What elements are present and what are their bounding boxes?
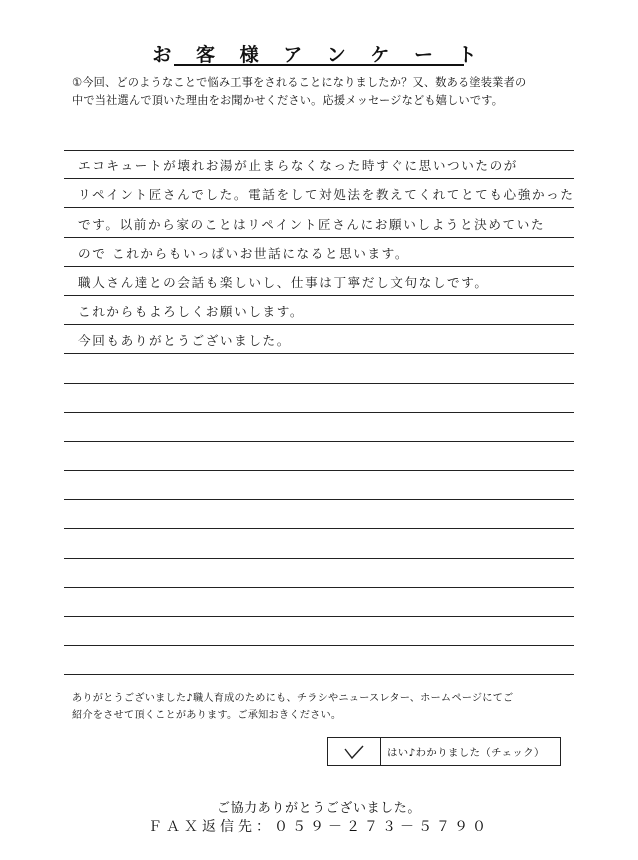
answer-line (64, 559, 574, 588)
answer-line (64, 208, 574, 237)
question-text (72, 74, 572, 110)
page-title: お 客 様 ア ン ケ ー ト (152, 44, 486, 66)
answer-line (64, 179, 574, 208)
answer-line (64, 413, 574, 442)
answer-line (64, 588, 574, 617)
handwritten-text: これからもよろしくお願いします。 (78, 304, 305, 320)
handwritten-text: です。以前から家のことはリペイント匠さんにお願いしようと決めていた (78, 216, 546, 232)
consent-note-line-1: ありがとうございました♪職人育成のためにも、チラシやニュースレター、ホームページにてご (72, 693, 514, 704)
answer-line (64, 384, 574, 413)
answer-line (64, 325, 574, 354)
answer-line (64, 617, 574, 646)
thanks-text: ご協力ありがとうございました。 (216, 801, 421, 816)
handwritten-text: 職人さん達との会話も楽しいし、仕事は丁寧だし文句なしです。 (78, 274, 489, 290)
title-underline (174, 64, 464, 66)
answer-line (64, 238, 574, 267)
handwritten-text: リペイント匠さんでした。電話をして対処法を教えてくれてとても心強かった (78, 187, 575, 203)
answer-line (64, 150, 574, 179)
consent-note-line-2: 紹介をさせて頂くことがあります。ご承知おきください。 (72, 710, 342, 721)
answer-line (64, 296, 574, 325)
answer-line (64, 646, 574, 675)
check-mark-icon (343, 744, 365, 760)
question-line-2: 中で当社選んで頂いた理由をお聞かせください。応援メッセージなども嬉しいです。 (72, 94, 504, 107)
answer-line (64, 529, 574, 558)
answer-line (64, 267, 574, 296)
question-line-1: ①今回、どのようなことで悩み工事をされることになりましたか？又、数ある塗装業者の (72, 76, 527, 89)
answer-line (64, 442, 574, 471)
answer-line (64, 500, 574, 529)
handwritten-text: エコキュートが壊れお湯が止まらなくなった時すぐに思いついたのが (78, 158, 519, 174)
handwritten-text: 今回もありがとうございました。 (78, 333, 291, 349)
answer-line (64, 471, 574, 500)
answer-line (64, 354, 574, 383)
consent-note (72, 690, 572, 724)
fax-number: ＦＡＸ返信先：０５９－２７３－５７９０ (148, 819, 490, 835)
checkbox-cell[interactable] (328, 738, 381, 765)
answer-lines (64, 150, 574, 675)
handwritten-text: ので これからもいっぱいお世話になると思います。 (78, 245, 410, 261)
consent-label: はい♪わかりました（チェック） (387, 747, 545, 759)
consent-checkbox-row[interactable] (327, 737, 561, 766)
